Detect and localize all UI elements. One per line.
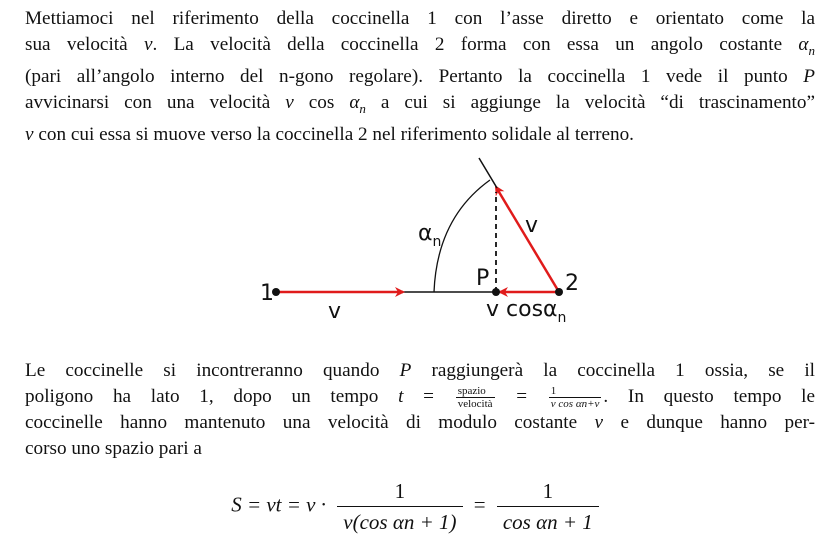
label-v-bottom: v xyxy=(328,299,342,324)
formula-fraction-1: $\frac{1}{\text{v(cos αn + 1)}}$ xyxy=(337,478,462,535)
label-vcos: v cosα$_n$ xyxy=(486,297,567,326)
fraction-spazio-velocita: $\frac{\text{spazio}}{\text{velocità}}$ xyxy=(457,385,493,411)
point-P xyxy=(492,288,500,296)
fraction-time: $\frac{1}{\text{v cos αn+v}}$ xyxy=(550,385,600,411)
p2-line-4: corso uno spazio pari a xyxy=(25,438,202,460)
label-2: 2 xyxy=(565,271,579,296)
label-1: 1 xyxy=(260,281,274,306)
p1-line-4: avvicinarsi con una velocità v $\cos \alpha_n$ a cui si aggiunge la velocità “di trascinamento” xyxy=(25,91,815,116)
velocity-arrow-2 xyxy=(496,187,559,292)
p1-line-1: Mettiamoci nel riferimento della coccinella 1 con l’asse diretto e orientato come la xyxy=(25,8,815,29)
p1-line-5: v con cui essa si muove verso la coccinella 2 nel riferimento solidale al terreno. xyxy=(25,123,634,145)
label-v-diagonal: v xyxy=(525,213,539,238)
formula-fraction-2: $\frac{1}{\text{cos αn + 1}}$ xyxy=(497,478,599,535)
p2-line-3: coccinelle hanno mantenuto una velocità di modulo costante v e dunque hanno per- xyxy=(25,412,815,434)
paragraph-2 xyxy=(25,358,815,462)
p2-line-2: poligono ha lato 1, dopo un tempo t = $\frac{\text{spazio}}{\text{velocità}}$ = $\frac{1}{\text{v cos αn+v}}$ . In questo tempo le xyxy=(25,385,815,411)
p2-line-1: Le coccinelle si incontreranno quando P raggiungerà la coccinella 1 ossia, se il xyxy=(25,360,815,381)
distance-formula: S = vt = v · $\frac{1}{\text{v(cos αn + 1)}}$ = $\frac{1}{\text{cos αn + 1}}$ xyxy=(0,478,836,535)
point-2 xyxy=(555,288,563,296)
p1-line-2: sua velocità v. La velocità della coccinella 2 forma con essa un angolo costante $\alpha_n$ xyxy=(25,34,815,58)
extension-line xyxy=(479,158,497,188)
p1-line-3: (pari all’angolo interno del n-gono regolare). Pertanto la coccinella 1 vede il punto P xyxy=(25,65,815,87)
label-alpha: $\alpha_n$ xyxy=(418,221,442,250)
label-P: P xyxy=(476,266,490,291)
